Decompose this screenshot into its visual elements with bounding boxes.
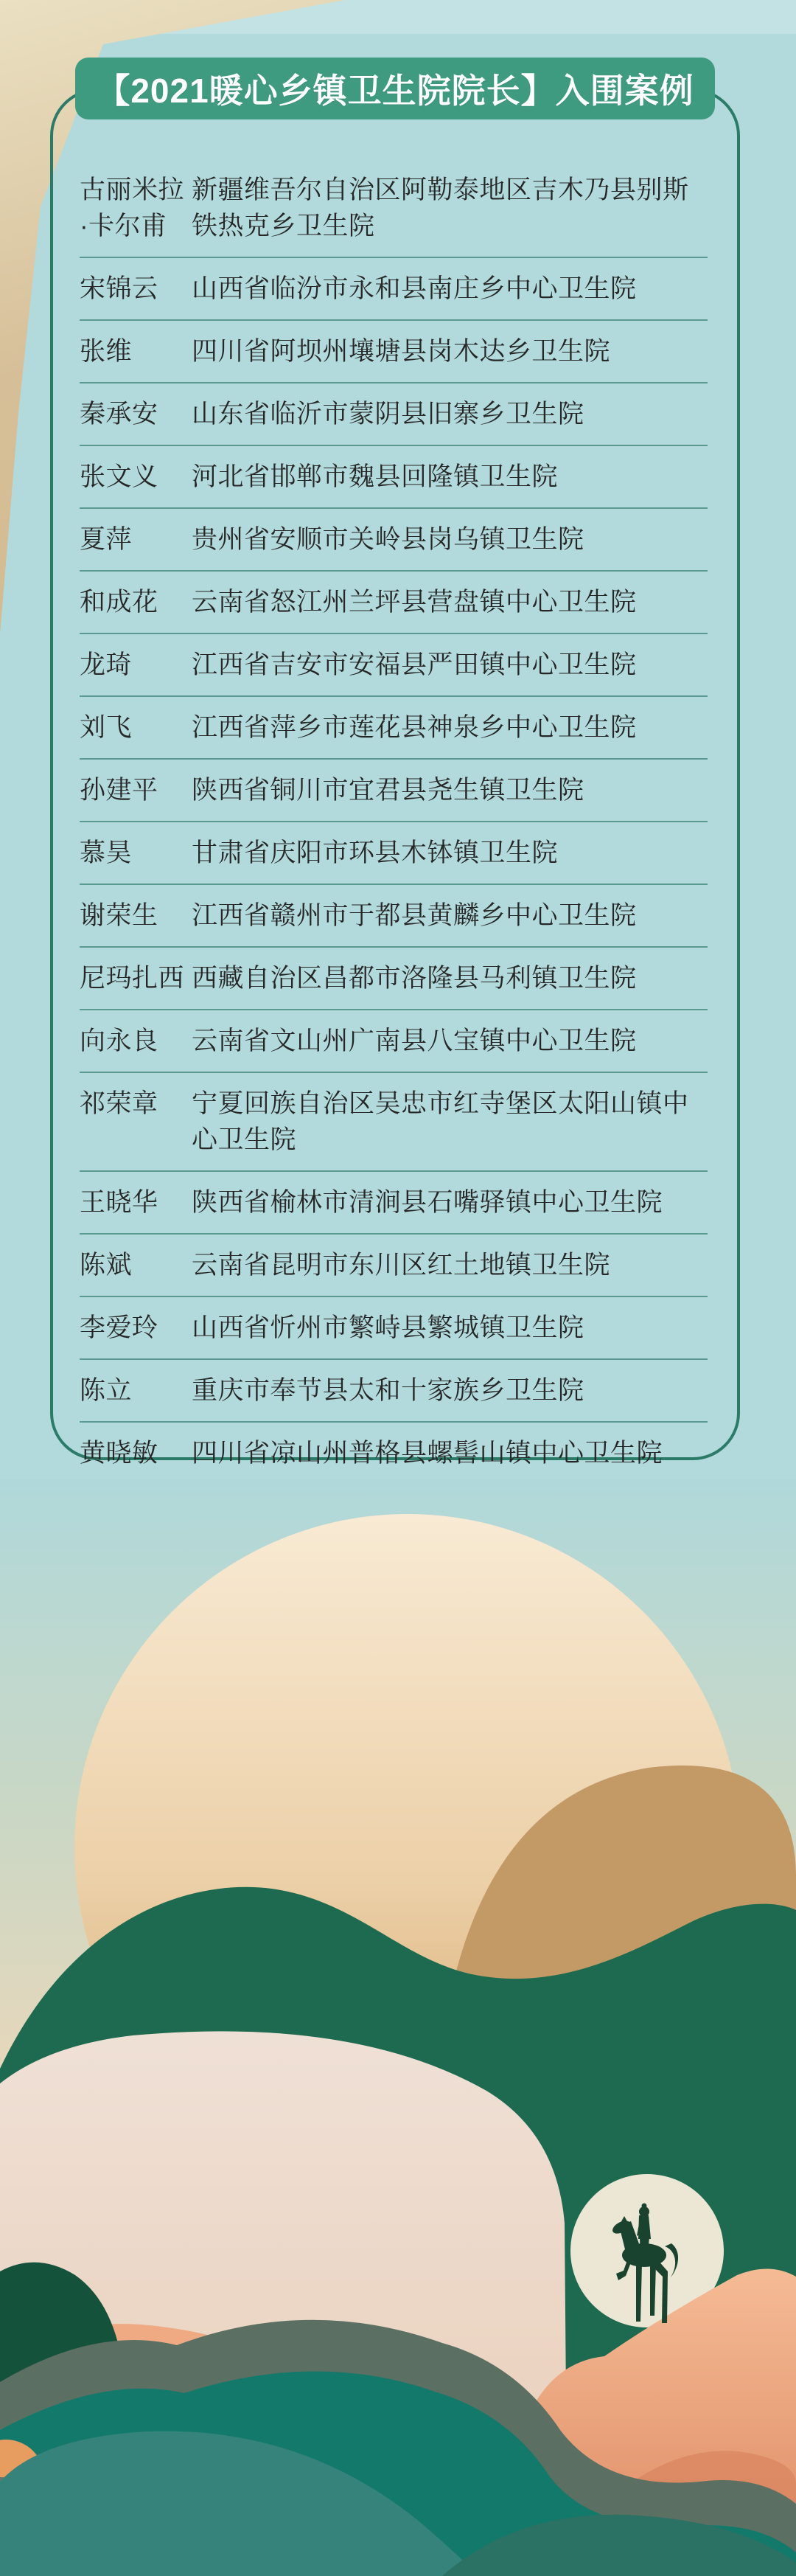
page-title (75, 58, 715, 119)
list-item (80, 1297, 708, 1360)
health-center: 贵州省安顺市关岭县岗乌镇卫生院 (192, 525, 584, 554)
list-item (80, 822, 708, 885)
finalist-list-card (50, 88, 740, 1468)
list-item (80, 446, 708, 509)
director-name: 刘飞 (80, 713, 133, 742)
director-name: 王晓华 (80, 1188, 158, 1217)
health-center: 江西省吉安市安福县严田镇中心卫生院 (192, 650, 637, 679)
director-name: 陈斌 (80, 1251, 133, 1280)
page-title-text: 【2021暖心乡镇卫生院院长】入围案例 (96, 72, 694, 110)
director-name: 夏萍 (80, 525, 133, 554)
director-name: 祁荣章 (80, 1089, 158, 1118)
list-item (80, 697, 708, 760)
health-center: 甘肃省庆阳市环县木钵镇卫生院 (192, 839, 559, 867)
health-center: 山西省临汾市永和县南庄乡中心卫生院 (192, 274, 637, 303)
director-name: 谢荣生 (80, 901, 158, 930)
health-center: 西藏自治区昌都市洛隆县马利镇卫生院 (192, 964, 637, 993)
list-item (80, 885, 708, 948)
list-item (80, 321, 708, 383)
director-name: 张维 (80, 337, 133, 366)
health-center: 新疆维吾尔自治区阿勒泰地区吉木乃县别斯铁热克乡卫生院 (192, 176, 689, 240)
director-name: 古丽米拉·卡尔甫 (80, 176, 185, 240)
health-center: 陕西省榆林市清涧县石嘴驿镇中心卫生院 (192, 1188, 663, 1217)
landscape-illustration (0, 1479, 796, 2576)
finalist-list (53, 91, 737, 1468)
list-item (80, 1423, 708, 1484)
list-item (80, 1360, 708, 1423)
health-center: 山东省临沂市蒙阴县旧寨乡卫生院 (192, 400, 584, 428)
list-item (80, 159, 708, 258)
health-center: 河北省邯郸市魏县回隆镇卫生院 (192, 462, 559, 491)
health-center: 四川省阿坝州壤塘县岗木达乡卫生院 (192, 337, 611, 366)
director-name: 陈立 (80, 1376, 133, 1405)
health-center: 江西省萍乡市莲花县神泉乡中心卫生院 (192, 713, 637, 742)
health-center: 云南省昆明市东川区红土地镇卫生院 (192, 1251, 611, 1280)
health-center: 陕西省铜川市宜君县尧生镇卫生院 (192, 776, 584, 805)
director-name: 张文义 (80, 462, 158, 491)
list-item (80, 1010, 708, 1073)
list-item (80, 1235, 708, 1297)
director-name: 黄晓敏 (80, 1439, 158, 1468)
director-name: 和成花 (80, 588, 158, 617)
list-item (80, 948, 708, 1010)
director-name: 宋锦云 (80, 274, 158, 303)
health-center: 云南省怒江州兰坪县营盘镇中心卫生院 (192, 588, 637, 617)
health-center: 重庆市奉节县太和十家族乡卫生院 (192, 1376, 584, 1405)
health-center: 江西省赣州市于都县黄麟乡中心卫生院 (192, 901, 637, 930)
director-name: 孙建平 (80, 776, 158, 805)
list-item (80, 572, 708, 634)
list-item (80, 258, 708, 321)
health-center: 山西省忻州市繁峙县繁城镇卫生院 (192, 1313, 584, 1342)
health-center: 云南省文山州广南县八宝镇中心卫生院 (192, 1027, 637, 1055)
health-center: 宁夏回族自治区吴忠市红寺堡区太阳山镇中心卫生院 (192, 1089, 689, 1154)
list-item (80, 509, 708, 572)
list-item (80, 1073, 708, 1172)
director-name: 李爱玲 (80, 1313, 158, 1342)
list-item (80, 383, 708, 446)
director-name: 尼玛扎西 (80, 964, 185, 993)
director-name: 慕昊 (80, 839, 133, 867)
director-name: 龙琦 (80, 650, 133, 679)
list-item (80, 634, 708, 697)
health-center: 四川省凉山州普格县螺髻山镇中心卫生院 (192, 1439, 663, 1468)
list-item (80, 760, 708, 822)
director-name: 向永良 (80, 1027, 158, 1055)
director-name: 秦承安 (80, 400, 158, 428)
list-item (80, 1172, 708, 1235)
